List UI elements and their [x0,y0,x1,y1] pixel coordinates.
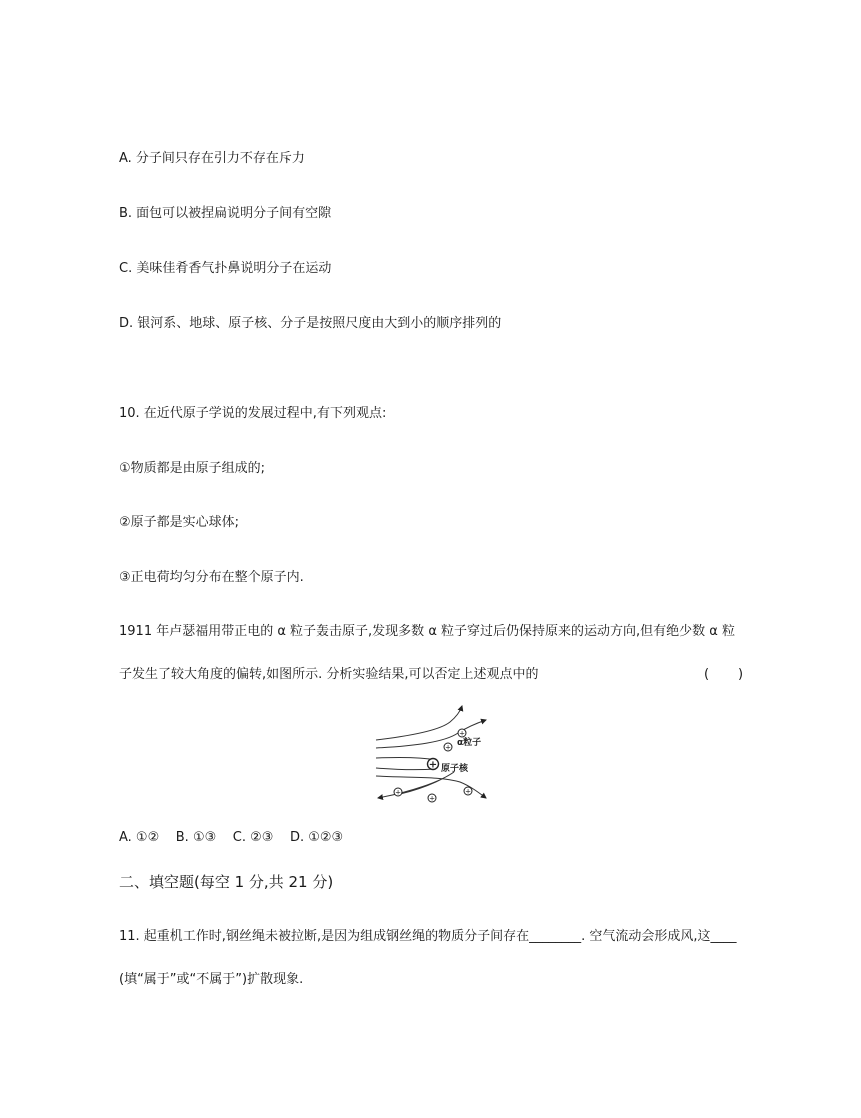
answer-choices: A. ①② B. ①③ C. ②③ D. ①②③ [119,830,344,845]
view-3: ③正电荷均匀分布在整个原子内. [119,570,304,585]
answer-parentheses: ( ) [704,667,744,682]
option-b: B. 面包可以被捏扁说明分子间有空隙 [119,206,332,221]
paragraph-line-1: 1911 年卢瑟福用带正电的 α 粒子轰击原子,发现多数 α 粒子穿过后仍保持原来的运动方向,但有绝少数 α 粒 [119,624,735,639]
option-a: A. 分子间只存在引力不存在斥力 [119,151,305,166]
plus-sign: + [465,787,471,796]
question-11-line-2: (填“属于”或“不属于”)扩散现象. [119,972,304,987]
plus-sign: + [445,743,451,752]
option-c: C. 美味佳肴香气扑鼻说明分子在运动 [119,261,332,276]
view-2: ②原子都是实心球体; [119,515,240,530]
alpha-track-3 [376,757,436,760]
alpha-track-1 [376,706,462,740]
question-11-line-1: 11. 起重机工作时,钢丝绳未被拉断,是因为组成钢丝绳的物质分子间存在________. 空气流动会形成风,这____ [119,929,737,944]
alpha-particle-label: α粒子 [457,738,482,748]
plus-sign: + [429,794,435,803]
view-1: ①物质都是由原子组成的; [119,461,266,476]
alpha-track-6 [378,772,454,798]
paragraph-line-2: 子发生了较大角度的偏转,如图所示. 分析实验结果,可以否定上述观点中的 [119,667,539,682]
plus-sign: + [395,788,401,797]
question-10-stem: 10. 在近代原子学说的发展过程中,有下列观点: [119,406,387,421]
scattering-figure [370,702,500,804]
nucleus-plus-sign: + [428,759,438,771]
option-d: D. 银河系、地球、原子核、分子是按照尺度由大到小的顺序排列的 [119,316,502,331]
alpha-track-4 [376,768,436,770]
nucleus-label: 原子核 [441,764,469,774]
plus-sign: + [459,729,465,738]
section-heading: 二、填空题(每空 1 分,共 21 分) [119,873,334,891]
